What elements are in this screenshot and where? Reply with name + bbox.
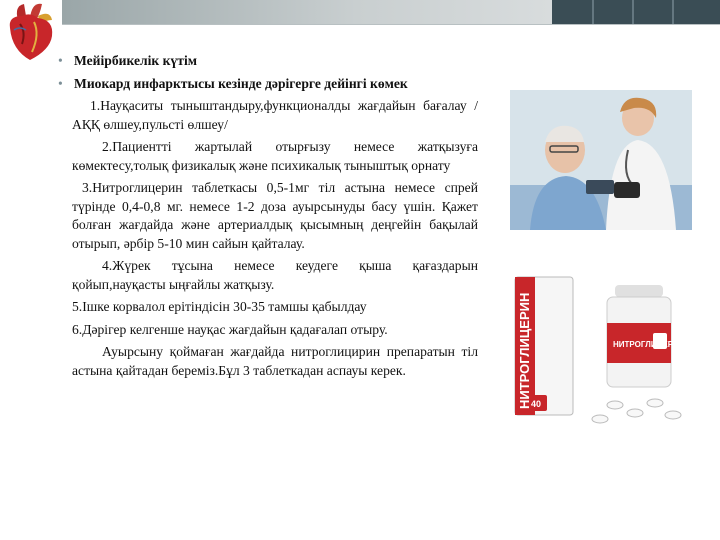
step-paragraph: 3.Нитроглицерин таблеткасы 0,5-1мг тіл астына немесе спрей түрінде 0,4-0,8 мг. немесе 1-2 доза ауырсынуды басу үшін. Қажет болған жағдайда және артериалдық қысымның деңгейін бақылай отырып, әрбір 5-10 мин сайын қайталау. (72, 180, 478, 251)
decor-stripe (632, 0, 634, 24)
step-paragraph: 6.Дәрігер келгенше науқас жағдайын қадағалап отыру. (72, 321, 388, 337)
step-paragraph: 5.Ішке корвалол ерітіндісін 30-35 тамшы қабылдау (72, 299, 367, 314)
bullet-dot-icon: • (58, 75, 63, 91)
bottle-label: НИТРОГЛИЦЕРИН (613, 340, 685, 349)
title-bar (0, 0, 720, 28)
slide-body (58, 52, 478, 384)
title-divider (62, 24, 720, 25)
step-paragraph: Ауырсыну қоймаған жағдайда нитроглицирин препаратын тіл астына қайтадан береміз.Бұл 3 таблеткадан аспауы керек. (72, 344, 478, 378)
bullet-item (58, 75, 478, 94)
nurse-patient-photo (510, 90, 692, 230)
title-bar-band (62, 0, 552, 24)
bullet-dot-icon: • (58, 53, 63, 68)
bullet-text: Миокард инфарктысы кезінде дәрігерге дейінгі көмек (74, 75, 408, 91)
box-count: 40 (531, 399, 542, 409)
step-paragraph: 2.Пациентті жартылай отырғызу немесе жатқызуға көмектесу,толық физикалық және психикалық тыныштық орнату (72, 139, 478, 173)
step-paragraph: 4.Жүрек тұсына немесе кеудеге қыша қағаздарын қойып,науқасты ыңғайлы жатқызу. (72, 258, 478, 292)
anatomical-heart-icon (0, 0, 60, 62)
title-bar-dark-block (552, 0, 720, 24)
bullet-text: Мейірбикелік күтім (74, 53, 197, 68)
decor-stripe (592, 0, 594, 24)
decor-stripe (672, 0, 674, 24)
step-paragraph: 1.Науқаситы тыныштандыру,функционалды жағдайын бағалау /АҚҚ өлшеу,пульсті өлшеу/ (72, 98, 478, 132)
nitroglycerin-package-photo (505, 265, 700, 430)
box-label: НИТРОГЛИЦЕРИН (517, 292, 532, 409)
bullet-item (58, 52, 478, 71)
